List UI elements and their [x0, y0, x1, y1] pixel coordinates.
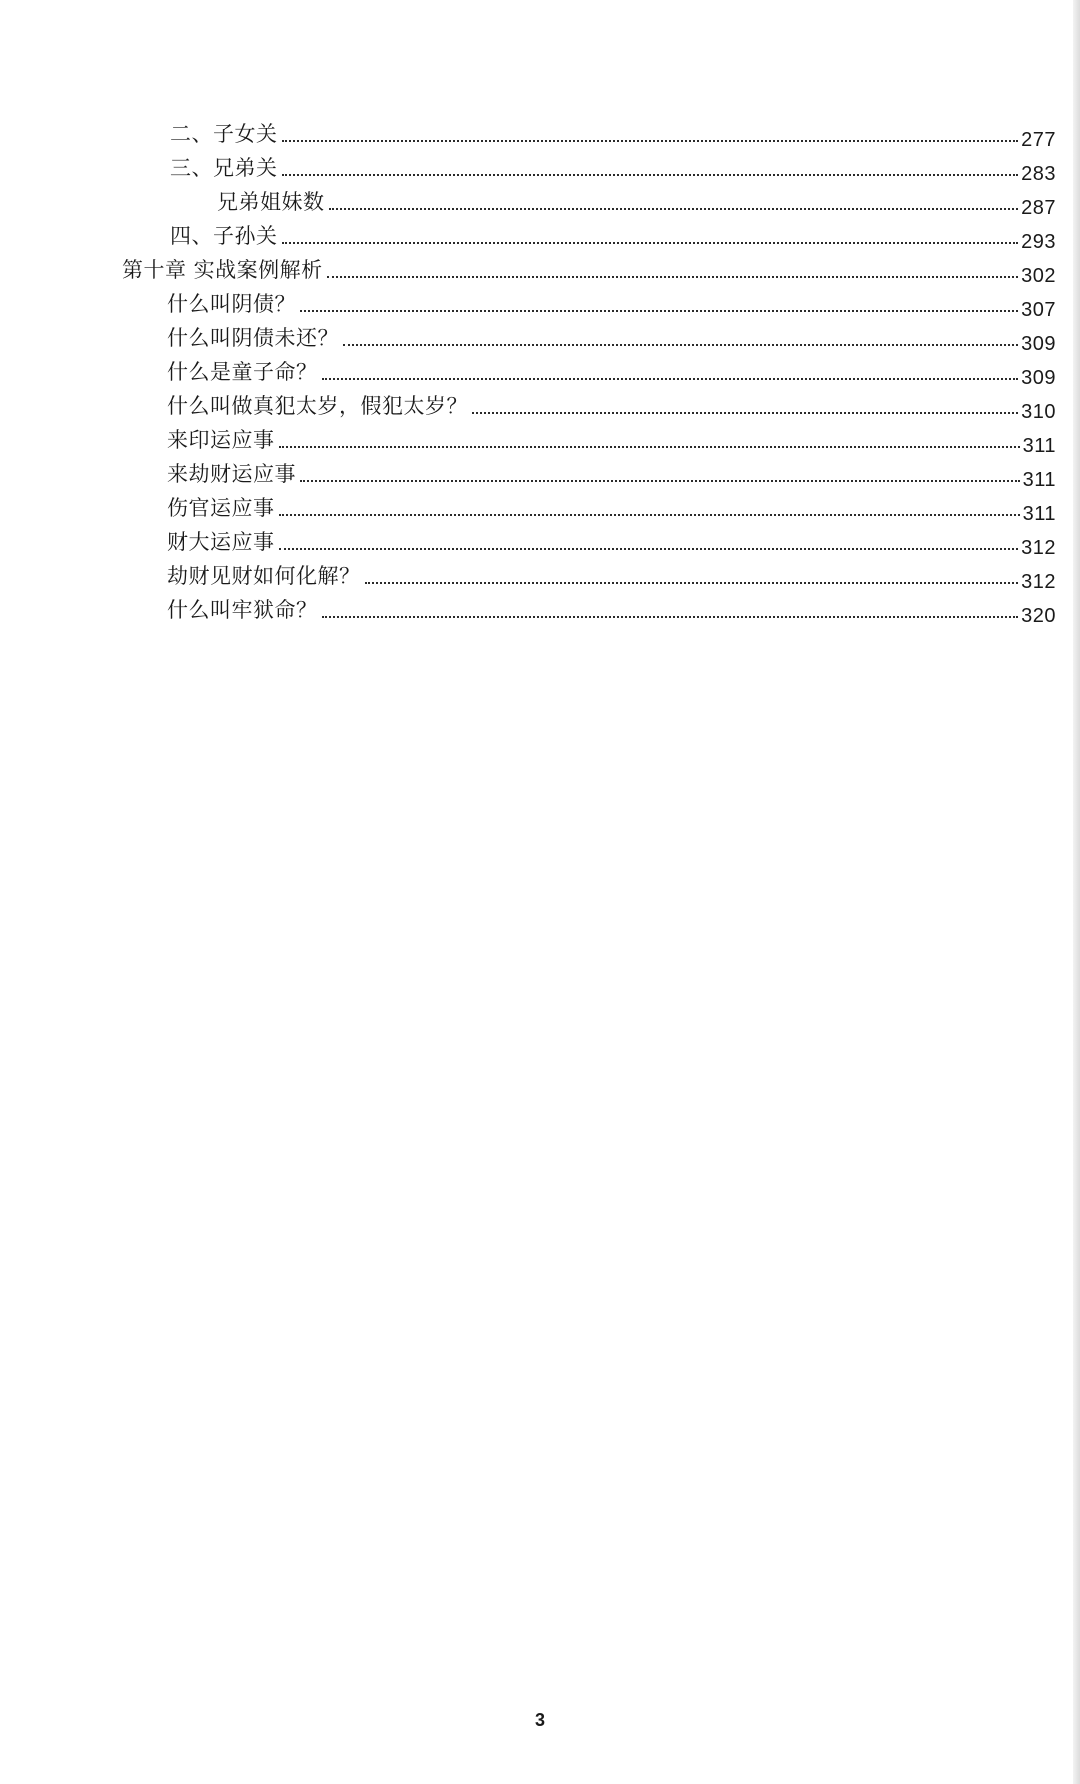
dot-leader	[472, 411, 1018, 414]
toc-entry-title: 什么是童子命？	[167, 360, 318, 384]
toc-entry[interactable]	[170, 148, 1056, 185]
dot-leader	[282, 241, 1019, 244]
toc-entry-page: 309	[1021, 333, 1056, 355]
toc-entry-title: 二、子女关	[170, 122, 278, 146]
dot-leader	[279, 445, 1020, 448]
toc-entry[interactable]	[170, 216, 1056, 253]
toc-entry[interactable]	[217, 182, 1056, 219]
dot-leader	[322, 615, 1019, 618]
toc-entry-title: 伤官运应事	[167, 496, 275, 520]
toc-entry[interactable]	[167, 454, 1056, 491]
toc-entry-page: 312	[1021, 537, 1056, 559]
toc-entry-title: 财大运应事	[167, 530, 275, 554]
toc-entry-title: 四、子孙关	[170, 224, 278, 248]
toc-entry[interactable]	[167, 420, 1056, 457]
toc-entry-title: 什么叫做真犯太岁，假犯太岁？	[167, 394, 468, 418]
page-number: 3	[534, 1710, 545, 1730]
toc-entry-page: 293	[1021, 231, 1056, 253]
toc-entry[interactable]	[167, 488, 1056, 525]
dot-leader	[300, 479, 1020, 482]
toc-entry[interactable]	[167, 284, 1056, 321]
toc-entry[interactable]	[167, 556, 1056, 593]
toc-entry[interactable]	[167, 386, 1056, 423]
toc-entry-page: 310	[1021, 401, 1056, 423]
toc-entry-page: 320	[1021, 605, 1056, 627]
dot-leader	[365, 581, 1019, 584]
toc-entry[interactable]	[167, 352, 1056, 389]
toc-entry-page: 283	[1021, 163, 1056, 185]
toc-entry-page: 312	[1021, 571, 1056, 593]
toc-entry-page: 311	[1022, 469, 1056, 491]
toc-entry-title: 什么叫牢狱命？	[167, 598, 318, 622]
dot-leader	[282, 139, 1019, 142]
dot-leader	[279, 513, 1020, 516]
dot-leader	[322, 377, 1019, 380]
toc-entry-page: 309	[1021, 367, 1056, 389]
toc-entry[interactable]	[167, 590, 1056, 627]
scan-edge-shadow	[1073, 0, 1080, 1784]
toc-entry-page: 287	[1021, 197, 1056, 219]
toc-entry-page: 302	[1021, 265, 1056, 287]
toc-entry[interactable]	[167, 318, 1056, 355]
dot-leader	[343, 343, 1018, 346]
dot-leader	[279, 547, 1019, 550]
dot-leader	[329, 207, 1019, 210]
toc-entry-title: 劫财见财如何化解？	[167, 564, 361, 588]
dot-leader	[300, 309, 1018, 312]
toc-entry-page: 307	[1021, 299, 1056, 321]
toc-entry-page: 311	[1022, 435, 1056, 457]
toc-entry-title: 什么叫阴债？	[167, 292, 296, 316]
toc-entry-title: 来印运应事	[167, 428, 275, 452]
toc-entry-title: 第十章 实战案例解析	[122, 258, 323, 282]
toc-entry[interactable]	[167, 522, 1056, 559]
toc-entry-title: 三、兄弟关	[170, 156, 278, 180]
toc-entry-title: 什么叫阴债未还？	[167, 326, 339, 350]
toc-entry-title: 来劫财运应事	[167, 462, 296, 486]
toc-entry-page: 311	[1022, 503, 1056, 525]
toc-entry-page: 277	[1021, 129, 1056, 151]
toc-entry-title: 兄弟姐妹数	[217, 190, 325, 214]
toc-entry[interactable]	[170, 114, 1056, 151]
dot-leader	[282, 173, 1019, 176]
dot-leader	[327, 275, 1018, 278]
toc-chapter-entry[interactable]	[122, 250, 1056, 287]
